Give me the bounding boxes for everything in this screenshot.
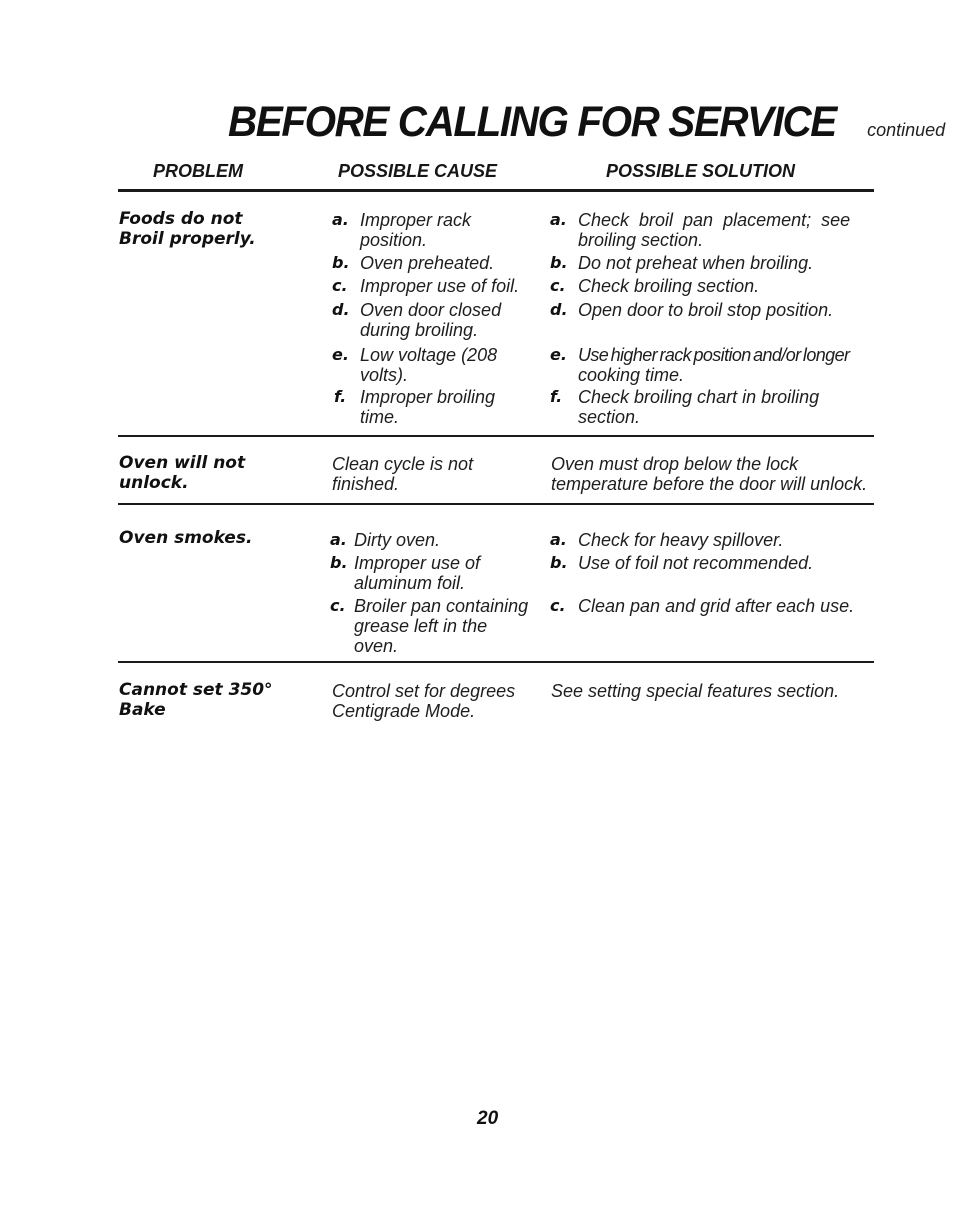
- item-line: aluminum foil.: [354, 573, 466, 593]
- column-header-problem: PROBLEM: [153, 161, 243, 181]
- item-line: during broiling.: [360, 320, 479, 340]
- problem-label: [119, 453, 245, 493]
- item-line: grease left in the: [354, 616, 488, 636]
- item-letter: c.: [330, 596, 346, 615]
- cause-item: [334, 387, 496, 427]
- item-line: Use of foil not recommended.: [578, 553, 814, 573]
- header-divider: [118, 189, 874, 192]
- solution-line: Oven must drop below the lock: [551, 454, 799, 474]
- problem-line: Bake: [119, 700, 166, 720]
- solution-text: [551, 454, 867, 494]
- item-line: Check for heavy spillover.: [578, 530, 784, 550]
- problem-label: [119, 528, 252, 548]
- cause-item: [332, 210, 472, 250]
- cause-item: [330, 553, 481, 593]
- cause-text: [332, 681, 515, 721]
- item-letter: b.: [330, 553, 348, 572]
- row-divider: [118, 661, 874, 663]
- cause-item: [332, 345, 498, 385]
- item-line: Oven preheated.: [360, 253, 495, 273]
- solution-line: temperature before the door will unlock.: [551, 474, 868, 494]
- column-header-possible-cause: POSSIBLE CAUSE: [338, 161, 498, 181]
- cause-item: [332, 300, 502, 340]
- item-line: cooking time.: [578, 365, 685, 385]
- item-line: Do not preheat when broiling.: [578, 253, 814, 273]
- solution-item: [550, 387, 820, 427]
- item-line: Improper use of foil.: [360, 276, 520, 296]
- solution-item: [550, 253, 814, 273]
- solution-text: [551, 681, 839, 701]
- cause-line: Centigrade Mode.: [332, 701, 476, 721]
- problem-label: [119, 680, 273, 720]
- cause-line: Clean cycle is not: [332, 454, 474, 474]
- item-line: volts).: [360, 365, 409, 385]
- item-letter: e.: [550, 345, 567, 364]
- item-line: oven.: [354, 636, 399, 656]
- solution-item: [550, 276, 760, 296]
- row-divider: [118, 503, 874, 505]
- item-line: Improper rack: [360, 210, 472, 230]
- item-letter: a.: [330, 530, 347, 549]
- cause-item: [330, 530, 441, 550]
- item-line: Check broiling section.: [578, 276, 760, 296]
- item-letter: b.: [550, 553, 568, 572]
- item-letter: a.: [550, 530, 567, 549]
- cause-item: [332, 276, 520, 296]
- item-line: Dirty oven.: [354, 530, 441, 550]
- solution-item: [550, 530, 784, 550]
- solution-line: See setting special features section.: [551, 681, 840, 701]
- row-divider: [118, 435, 874, 437]
- column-header-possible-solution: POSSIBLE SOLUTION: [606, 161, 796, 181]
- cause-item: [330, 596, 529, 656]
- item-letter: e.: [332, 345, 349, 364]
- page-title-main: BEFORE CALLING FOR SERVICE: [228, 98, 836, 146]
- cause-line: Control set for degrees: [332, 681, 516, 701]
- solution-item: [550, 345, 850, 385]
- item-line: time.: [360, 407, 400, 427]
- item-line: Broiler pan containing: [354, 596, 529, 616]
- item-letter: c.: [550, 596, 566, 615]
- item-letter: c.: [332, 276, 348, 295]
- solution-item: [550, 553, 814, 573]
- problem-line: Cannot set 350°: [119, 680, 273, 700]
- item-letter: b.: [332, 253, 350, 272]
- item-letter: b.: [550, 253, 568, 272]
- problem-label: [119, 209, 256, 249]
- item-letter: d.: [550, 300, 568, 319]
- page-number: 20: [477, 1108, 499, 1129]
- item-line: Open door to broil stop position.: [578, 300, 834, 320]
- cause-line: finished.: [332, 474, 400, 494]
- item-line: Oven door closed: [360, 300, 502, 320]
- solution-item: [550, 596, 855, 616]
- solution-item: [550, 300, 834, 320]
- solution-item: [550, 210, 851, 250]
- problem-line: Oven smokes.: [119, 528, 253, 548]
- item-line: broiling section.: [578, 230, 704, 250]
- item-line: Low voltage (208: [360, 345, 498, 365]
- item-letter: d.: [332, 300, 350, 319]
- item-line: Improper broiling: [360, 387, 496, 407]
- item-line: section.: [578, 407, 641, 427]
- problem-line: Oven will not: [119, 453, 246, 473]
- item-letter: f.: [550, 387, 563, 406]
- cause-text: [332, 454, 473, 494]
- cause-item: [332, 253, 495, 273]
- problem-line: Broil properly.: [119, 229, 256, 249]
- item-line: Check broil pan placement; see: [578, 210, 851, 230]
- item-line: Check broiling chart in broiling: [578, 387, 820, 407]
- item-line: Use higher rack position and/or longer: [578, 345, 850, 365]
- item-line: Clean pan and grid after each use.: [578, 596, 855, 616]
- item-line: position.: [360, 230, 428, 250]
- item-letter: a.: [550, 210, 567, 229]
- problem-line: Foods do not: [119, 209, 243, 229]
- problem-line: unlock.: [119, 473, 189, 493]
- item-letter: c.: [550, 276, 566, 295]
- item-line: Improper use of: [354, 553, 481, 573]
- item-letter: f.: [334, 387, 347, 406]
- item-letter: a.: [332, 210, 349, 229]
- page-title-continued: continued: [867, 120, 946, 140]
- page-title: [228, 98, 945, 147]
